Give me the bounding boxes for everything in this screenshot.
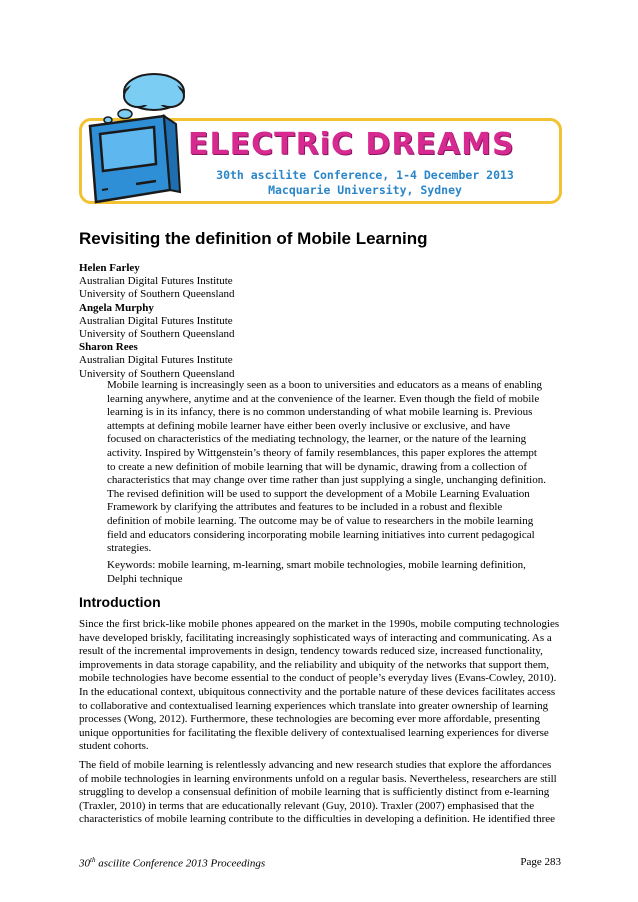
banner-venue-line: Macquarie University, Sydney bbox=[268, 183, 462, 197]
body-paragraph: The field of mobile learning is relentlessly advancing and new research studies that explore the affordances of mobile technologies in learning environments unfold on a regular basis. Nevertheless, researchers are still struggling to develop a consensual definition of mobile learning that is sufficiently distinct from e-learning (Traxler, 2010) in terms that are educationally relevant (Guy, 2010). Traxler (2007) emphasised that the characteristics of mobile learning contribute to the difficulties in developing a definition. He identified three bbox=[79, 759, 557, 826]
retro-computer-logo bbox=[78, 68, 188, 208]
banner-conference-line: 30th ascilite Conference, 1-4 December 2013 bbox=[216, 168, 514, 182]
author-affiliation: University of Southern Queensland bbox=[79, 328, 235, 341]
author-affiliation: University of Southern Queensland bbox=[79, 367, 235, 380]
section-heading: Introduction bbox=[79, 594, 161, 610]
author-name: Helen Farley bbox=[79, 262, 140, 274]
author-name: Angela Murphy bbox=[79, 301, 154, 314]
abstract: Mobile learning is increasingly seen as a boon to universities and educators as a means of enabling learning anywhere, anytime and at the convenience of the learner. Even though the field of mobile learning is in its infancy, there is no common understanding of what mobile learning is. Previous attempts at defining mobile learner have either been overly inclusive or exclusive, and have focused on characteristics of the mediating technology, the learner, or the nature of the learning activity. Inspired by Wittgenstein’s theory of family resemblances, this paper explores the attempt to create a new definition of mobile learning that will be dynamic, drawing from a collection of characteristics that may change over time rather than just supplying a single, unchanging definition. The revised definition will be used to support the development of a Mobile Learning Evaluation Framework by clarifying the attributes and features to be included in a robust and flexible definition of mobile learning. The outcome may be of value to researchers in the mobile learning field and educators considering incorporating mobile learning initiatives into current pedagogical strategies. bbox=[107, 379, 546, 555]
author-affiliation: University of Southern Queensland bbox=[79, 288, 235, 301]
thought-bubble bbox=[118, 110, 132, 119]
author-name: Sharon Rees bbox=[79, 341, 138, 354]
footer-ordinal-suffix: th bbox=[90, 856, 96, 864]
page-number: Page 283 bbox=[520, 856, 561, 868]
paper-title: Revisiting the definition of Mobile Learning bbox=[79, 229, 428, 248]
footer-ordinal: 30 bbox=[79, 857, 90, 870]
keywords: Keywords: mobile learning, m-learning, smart mobile technologies, mobile learning definition, Delphi technique bbox=[107, 559, 526, 585]
footer-proceedings-text: ascilite Conference 2013 Proceedings bbox=[95, 857, 266, 870]
author-list bbox=[79, 262, 235, 381]
author-affiliation: Australian Digital Futures Institute bbox=[79, 275, 233, 288]
author-affiliation: Australian Digital Futures Institute bbox=[79, 314, 233, 327]
author-affiliation: Australian Digital Futures Institute bbox=[79, 354, 233, 367]
computer-icon bbox=[90, 116, 180, 202]
banner-title: ELECTRiC DREAMS bbox=[188, 127, 515, 162]
body-paragraph: Since the first brick-like mobile phones appeared on the market in the 1990s, mobile computing technologies have developed briskly, facilitating increasingly sophisticated ways of interacting and communicating. As a result of the incremental improvements in design, tendency towards reduced size, increased functionality, improvements in data storage capability, and the reliability and ubiquity of the networks that support them, mobile technologies have become essential to the conduct of people’s everyday lives (Evans-Cowley, 2010). In the educational context, ubiquitous connectivity and the portable nature of these devices facilitates access to collaborative and contextualised learning experiences which translate into greater ownership of learning processes (Wong, 2012). Furthermore, these technologies are becoming ever more affordable, presenting unique opportunities for facilitating the flexible delivery of contextualised learning experiences for diverse student cohorts. bbox=[79, 618, 560, 753]
cloud-icon bbox=[124, 74, 184, 110]
footer-proceedings bbox=[79, 856, 265, 870]
